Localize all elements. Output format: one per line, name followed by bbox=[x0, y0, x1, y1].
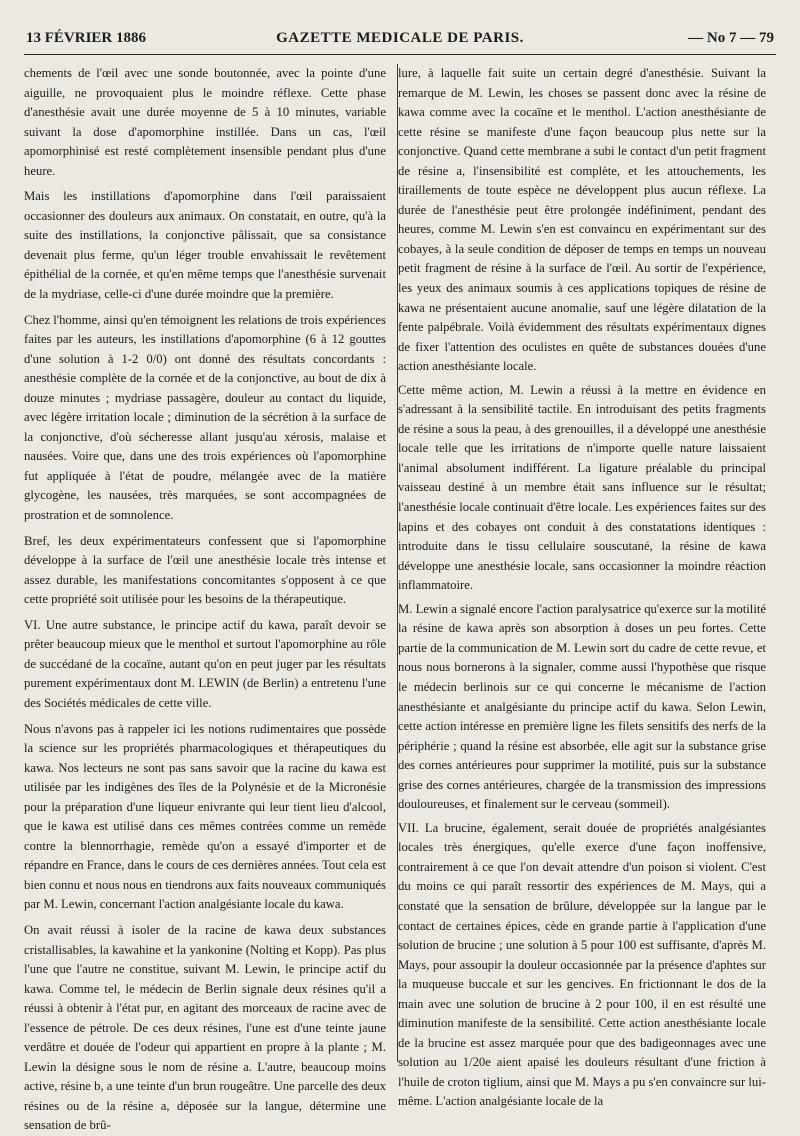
header-issue-page: — No 7 — 79 bbox=[688, 30, 774, 46]
paragraph: Cette même action, M. Lewin a réussi à la mettre en évidence en s'adressant à la sensibilité tactile. En introduisant des petits fragments de résine a sous la peau, à des grenouilles, il a développé une anesthésie locale telle que les irritations de n'importe quelle nature laissaient l'animal absolument indifférent. La ligature préalable du principal vaisseau destiné à un membre était sans influence sur le résultat; l'anesthésie locale continuait d'être locale. Les expériences faites sur des lapins et des cobayes ont conduit à des constatations identiques : introduite dans le tissu cellulaire souscutané, la résine de kawa développe une anesthésie locale, sans occasionner la moindre réaction inflammatoire. bbox=[398, 382, 766, 593]
paragraph: VI. Une autre substance, le principe actif du kawa, paraît devoir se prêter beaucoup mieux que le menthol et surtout l'apomorphine au rôle de succédané de la cocaïne, autant qu'on en peut juger par les résultats purement expérimentaux dont M. LEWIN (de Berlin) a entretenu l'une des Sociétés médicales de cette ville. bbox=[24, 617, 386, 710]
paragraph: chements de l'œil avec une sonde boutonnée, avec la pointe d'une aiguille, ne provoquaient plus le moindre réflexe. Cette phase d'anesthésie avait une durée moyenne de 5 à 10 minutes, variable suivant la dose d'apomorphine instillée. Dans un cas, l'œil apomorphinisé est resté complètement insensible pendant plus d'une heure. bbox=[24, 66, 386, 178]
header-date: 13 FÉVRIER 1886 bbox=[26, 30, 147, 46]
paragraph: lure, à laquelle fait suite un certain degré d'anesthésie. Suivant la remarque de M. Lewin, les choses se passent donc avec la résine de kawa comme avec la cocaïne et le menthol. L'action anesthésiante de cette résine se manifeste d'une façon beaucoup plus nette sur la conjonctive. Quand cette membrane a subi le contact d'un petit fragment de résine a, l'insensibilité est complète, et les attouchements, les tiraillements de toute espèce ne développent plus aucun réflexe. La durée de l'anesthésie peut être prolongée indéfiniment, pendant des heures, comme M. Lewin s'en est convaincu en expérimentant sur des cobayes, à la seule condition de déposer de temps en temps un nouveau petit fragment de résine à la surface de l'œil. Au sortir de l'expérience, les yeux des animaux soumis à ces applications topiques de résine de kawa ne présentaient aucune anomalie, sauf une légère dilatation de la fente palpébrale. Voilà évidemment des résultats expérimentaux dignes de fixer l'attention des oculistes en quête de substances douées d'une action anesthésiante locale. bbox=[398, 66, 766, 374]
left-column bbox=[24, 64, 386, 1136]
page-header bbox=[24, 28, 776, 55]
header-title: GAZETTE MEDICALE DE PARIS. bbox=[276, 30, 524, 46]
paragraph: Bref, les deux expérimentateurs confessent que si l'apomorphine développe à la surface de l'œil une anesthésie locale très intense et assez durable, les manifestations concomitantes s'opposent à ce que cette propriété soit utilisée pour les besoins de la thérapeutique. bbox=[24, 533, 386, 607]
paragraph: On avait réussi à isoler de la racine de kawa deux substances cristallisables, la kawahine et la yankonine (Nolting et Kopp). Pas plus l'une que l'autre ne constitue, suivant M. Lewin, le principe actif du kawa. Comme tel, le médecin de Berlin signale deux résines qu'il a réussi à obtenir à l'état pur, en agitant des morceaux de racine avec de l'essence de pétrole. De ces deux résines, l'une est d'une teinte jaune verdâtre et douée de l'odeur qui appartient en propre à la plante ; M. Lewin la désigne sous le nom de résine a. L'autre, beaucoup moins active, résine b, a une teinte d'un brun rougeâtre. Une parcelle des deux résines ou de la résine a, déposée sur la langue, détermine une sensation de brû- bbox=[24, 922, 386, 1133]
right-column bbox=[398, 64, 766, 1112]
paragraph: M. Lewin a signalé encore l'action paralysatrice qu'exerce sur la motilité la résine de kawa après son absorption à doses un peu fortes. Cette partie de la communication de M. Lewin sort du cadre de cette revue, et nous nous bornerons à la signaler, comme aussi l'hypothèse que risque le médecin berlinois sur ce qui concerne le mécanisme de l'action anesthésiante et analgésiante du principe actif du kawa. Selon Lewin, cette action intéresse en première ligne les filets sensitifs des nerfs de la périphérie ; quand la résine est absorbée, elle agit sur la substance grise des cornes antérieures pour supprimer la motilité, puis sur la substance grise des cornes antérieures, chargée de la transmission des impressions douloureuses, et finalement sur le cerveau (sommeil). bbox=[398, 601, 766, 812]
paragraph: Mais les instillations d'apomorphine dans l'œil paraissaient occasionner des douleurs aux animaux. On constatait, en outre, qu'à la suite des instillations, la conjonctive pâlissait, que sa consistance devenait plus ferme, qu'un léger trouble envahissait le revêtement épithélial de la cornée, et qu'en même temps que l'anesthésie survenait de la mydriase, celle-ci d'une durée moindre que la première. bbox=[24, 189, 386, 302]
paragraph: VII. La brucine, également, serait douée de propriétés analgésiantes locales très énergiques, qu'elle exerce d'une façon inoffensive, contrairement à ce que l'on devait attendre d'un poison si violent. C'est du moins ce qui paraît ressortir des expériences de M. Mays, qui a constaté que la sensation de brûlure, développée sur la langue par le contact de certaines épices, cède en grande partie à l'application d'une solution de brucine ; une solution à 5 pour 100 est suffisante, d'après M. Mays, pour assoupir la douleur occasionnée par la présence d'aphtes sur la muqueuse buccale et sur les gencives. En frictionnant le dos de la main avec une solution de brucine à 2 pour 100, il en est résulté une diminution manifeste de la sensibilité. Cette action anesthésiante locale de la brucine est assez marquée pour que des badigeonnages avec une solution au 1/20e aient apaisé les douleurs résultant d'une friction à l'huile de croton tiglium, ainsi que M. Mays a pu s'en convaincre sur lui-même. L'action analgésiante locale de la bbox=[398, 820, 766, 1109]
paragraph: Chez l'homme, ainsi qu'en témoignent les relations de trois expériences faites par les auteurs, les instillations d'apomorphine (6 à 12 gouttes d'une solution à 1-2 0/0) ont donné des résultats concordants : anesthésie complète de la cornée et de la conjonctive, au bout de dix à douze minutes ; mydriase passagère, douleur au contact du liquide, avec légère irritation locale ; diminution de la sécrétion à la surface de la conjonctive, d'où sécheresse allant jusqu'au xérosis, malaise et nausées. Voire que, dans une des trois expériences où l'apomorphine fut appliquée à l'état de poudre, mélangée avec de la matière glycogène, les nausées, très marquées, se sont accompagnées de prostration et de somnolence. bbox=[24, 312, 386, 523]
paragraph: Nous n'avons pas à rappeler ici les notions rudimentaires que possède la science sur les propriétés pharmacologiques et thérapeutiques du kawa. Nos lecteurs ne sont pas sans savoir que la racine du kawa est utilisée par les indigènes des îles de la Polynésie et de la Micronésie pour la préparation d'une liqueur enivrante qui leur tient lieu d'alcool, que le kawa est utilisé dans ces mêmes contrées comme un remède contre la blennorrhagie, remède qu'on a essayé d'importer et de répandre en France, dans le cours de ces dernières années. Tout cela est bien connu et nous nous en tiendrons aux faits nouveaux communiqués par M. Lewin, concernant l'action analgésiante locale du kawa. bbox=[24, 721, 386, 912]
